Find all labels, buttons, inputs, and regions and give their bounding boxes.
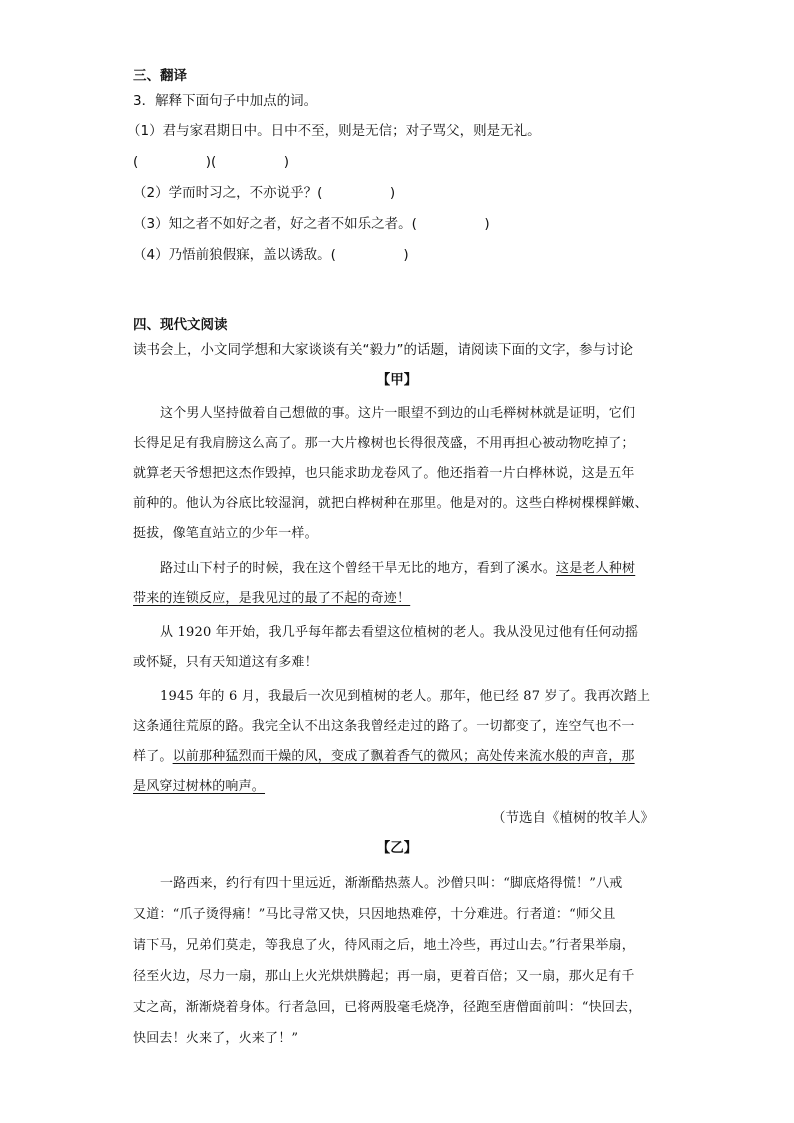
jia-p4-line-3 [133,745,635,764]
jia-p2-underlined-text: 这是老人种树 [556,561,636,576]
yi-line: 请下马，兄弟们莫走，等我息了火，待风雨之后，地土冷些，再过山去。”行者果举扇， [133,938,635,953]
yi-line: 一路西来，约行有四十里远近，渐渐酷热蒸人。沙僧只叫：“脚底烙得慌！”八戒 [160,876,623,891]
passage-jia-label: 【甲】 [376,372,418,388]
jia-p2-line-2-underlined: 带来的连锁反应，是我见过的最了不起的奇迹！ [133,591,411,606]
jia-p4-line: 这条通往荒原的路。我完全认不出这条我曾经走过的路了。一切都变了，连空气也不一 [133,719,635,734]
jia-p3-line: 从 1920 年开始，我几乎每年都去看望这位植树的老人。我从没见过他有任何动摇 [160,625,639,640]
question-3-item-3: （3）知之者不如好之者，好之者不如乐之者。( ) [133,216,490,232]
question-3-item-2: （2）学而时习之，不亦说乎？( ) [133,185,396,201]
jia-p4-underlined-text: 以前那种猛烈而干燥的风，变成了飘着香气的微风；高处传来流水般的声音，那 [172,749,635,764]
jia-p1-line: 就算老天爷想把这杰作毁掉，也只能求助龙卷风了。他还指着一片白桦林说，这是五年 [133,466,635,481]
jia-p4-line-4-underlined: 是风穿过树林的响声。 [133,779,266,794]
passage-yi-label: 【乙】 [376,840,418,856]
jia-p1-line: 这个男人坚持做着自己想做的事。这片一眼望不到边的山毛榉树林就是证明，它们 [160,406,636,421]
jia-source-citation: （节选自《植树的牧羊人》 [492,810,654,826]
jia-p4-line: 1945 年的 6 月，我最后一次见到植树的老人。那年，他已经 87 岁了。我再次踏上 [160,689,651,704]
jia-p2-plain-text: 路过山下村子的时候，我在这个曾经干旱无比的地方，看到了溪水。 [160,561,557,576]
jia-p1-line: 前种的。他认为谷底比较湿润，就把白桦树种在那里。他是对的。这些白桦树棵棵鲜嫩、 [133,496,648,511]
jia-p3-line: 或怀疑，只有天知道这有多难！ [133,655,318,670]
section-4-intro: 读书会上，小文同学想和大家谈谈有关“毅力”的话题，请阅读下面的文字，参与讨论 [133,342,633,358]
section-3-heading: 三、翻译 [133,68,187,84]
jia-p1-line: 挺拔，像笔直站立的少年一样。 [133,526,318,541]
question-3-item-1-blanks: ( )( ) [133,154,290,170]
yi-line: 丈之高，渐渐烧着身体。行者急回，已将两股毫毛烧净，径跑至唐僧面前叫：“快回去， [133,1000,642,1015]
yi-line: 快回去！火来了，火来了！” [133,1031,299,1046]
jia-p4-plain-text: 样了。 [133,749,173,764]
jia-p2-line-1 [160,557,635,576]
question-3-item-1: （1）君与家君期日中。日中不至，则是无信；对子骂父，则是无礼。 [127,123,541,139]
yi-line: 又道：“爪子烫得痛！”马比寻常又快，只因地热难停，十分难进。行者道：“师父且 [133,907,616,922]
yi-line: 径至火边，尽力一扇，那山上火光烘烘腾起；再一扇，更着百倍；又一扇，那火足有千 [133,969,635,984]
question-3-prompt: 3．解释下面句子中加点的词。 [133,93,318,109]
section-4-heading: 四、现代文阅读 [133,317,228,333]
jia-p1-line: 长得足足有我肩膀这么高了。那一大片橡树也长得很茂盛，不用再担心被动物吃掉了； [133,436,635,451]
question-3-item-4: （4）乃悟前狼假寐，盖以诱敌。( ) [133,247,409,263]
